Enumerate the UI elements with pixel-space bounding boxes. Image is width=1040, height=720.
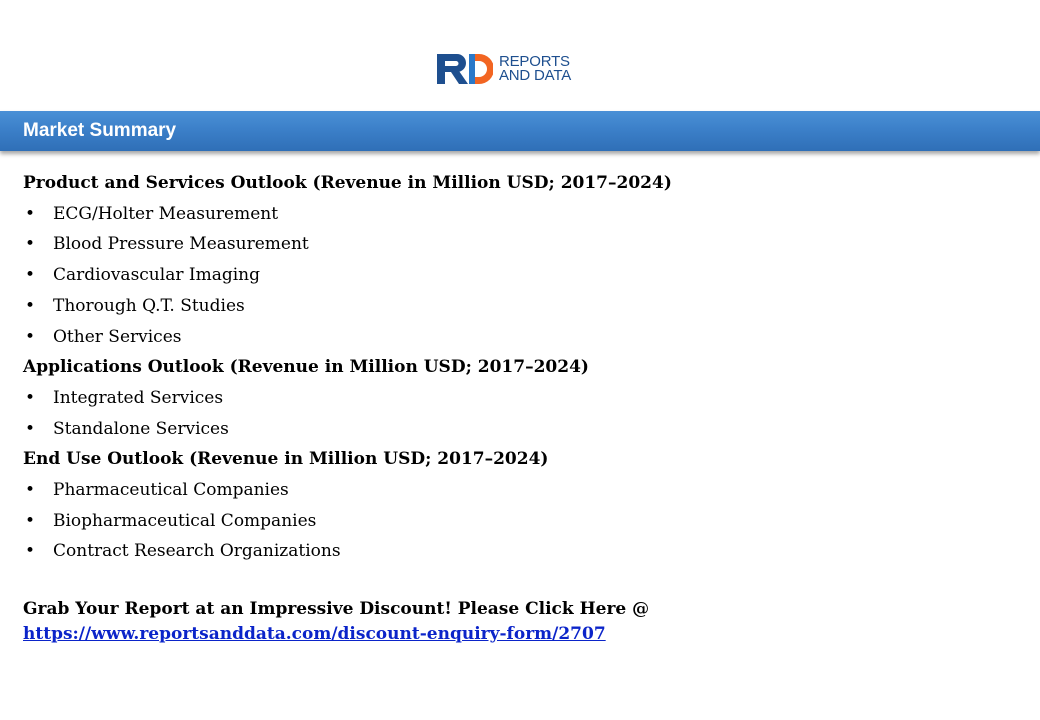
- list-item-label: Integrated Services: [53, 387, 224, 408]
- bullet-icon: •: [25, 326, 36, 347]
- list-item: [23, 291, 1013, 322]
- list-item: [23, 260, 1013, 291]
- bullet-icon: •: [25, 418, 36, 439]
- discount-enquiry-link[interactable]: https://www.reportsanddata.com/discount-enquiry-form/2707: [23, 624, 606, 644]
- section-heading-end-use: End Use Outlook (Revenue in Million USD; 2017–2024): [23, 449, 549, 470]
- list-item-label: Standalone Services: [53, 418, 229, 439]
- list-item: [23, 322, 1013, 353]
- reports-and-data-logo: [437, 52, 571, 86]
- list-item-label: ECG/Holter Measurement: [53, 203, 279, 224]
- list-item-label: Other Services: [53, 326, 182, 347]
- title-bar: [0, 111, 1040, 151]
- list-item-label: Blood Pressure Measurement: [53, 234, 309, 255]
- list-item-label: Thorough Q.T. Studies: [53, 295, 245, 316]
- bullet-icon: •: [25, 295, 36, 316]
- list-item: [23, 229, 1013, 260]
- list-item: [23, 199, 1013, 230]
- bullet-icon: •: [25, 541, 36, 562]
- bullet-icon: •: [25, 480, 36, 501]
- discount-cta: [23, 597, 1013, 647]
- logo-line-1: REPORTS: [499, 53, 570, 70]
- bullet-icon: •: [25, 203, 36, 224]
- page-title: Market Summary: [23, 120, 177, 141]
- bullet-icon: •: [25, 510, 36, 531]
- list-item: [23, 383, 1013, 414]
- rd-logo-icon: [437, 52, 493, 86]
- product-services-list: [23, 199, 1013, 353]
- list-item-label: Cardiovascular Imaging: [53, 265, 260, 286]
- section-heading-product-services: Product and Services Outlook (Revenue in Million USD; 2017–2024): [23, 173, 672, 193]
- section-heading-applications: Applications Outlook (Revenue in Million USD; 2017–2024): [23, 357, 589, 378]
- list-item: [23, 414, 1013, 445]
- list-item-label: Biopharmaceutical Companies: [53, 510, 317, 531]
- bullet-icon: •: [25, 387, 36, 408]
- end-use-list: [23, 475, 1013, 567]
- bullet-icon: •: [25, 234, 36, 255]
- applications-list: [23, 383, 1013, 444]
- list-item: [23, 506, 1013, 537]
- cta-text: Grab Your Report at an Impressive Discount! Please Click Here @: [23, 599, 650, 619]
- market-summary-content: [23, 168, 1013, 567]
- list-item: [23, 475, 1013, 506]
- list-item-label: Contract Research Organizations: [53, 541, 341, 562]
- logo-text: [499, 55, 571, 83]
- bullet-icon: •: [25, 265, 36, 286]
- list-item: [23, 536, 1013, 567]
- logo-line-2: AND DATA: [499, 67, 572, 84]
- list-item-label: Pharmaceutical Companies: [53, 480, 289, 501]
